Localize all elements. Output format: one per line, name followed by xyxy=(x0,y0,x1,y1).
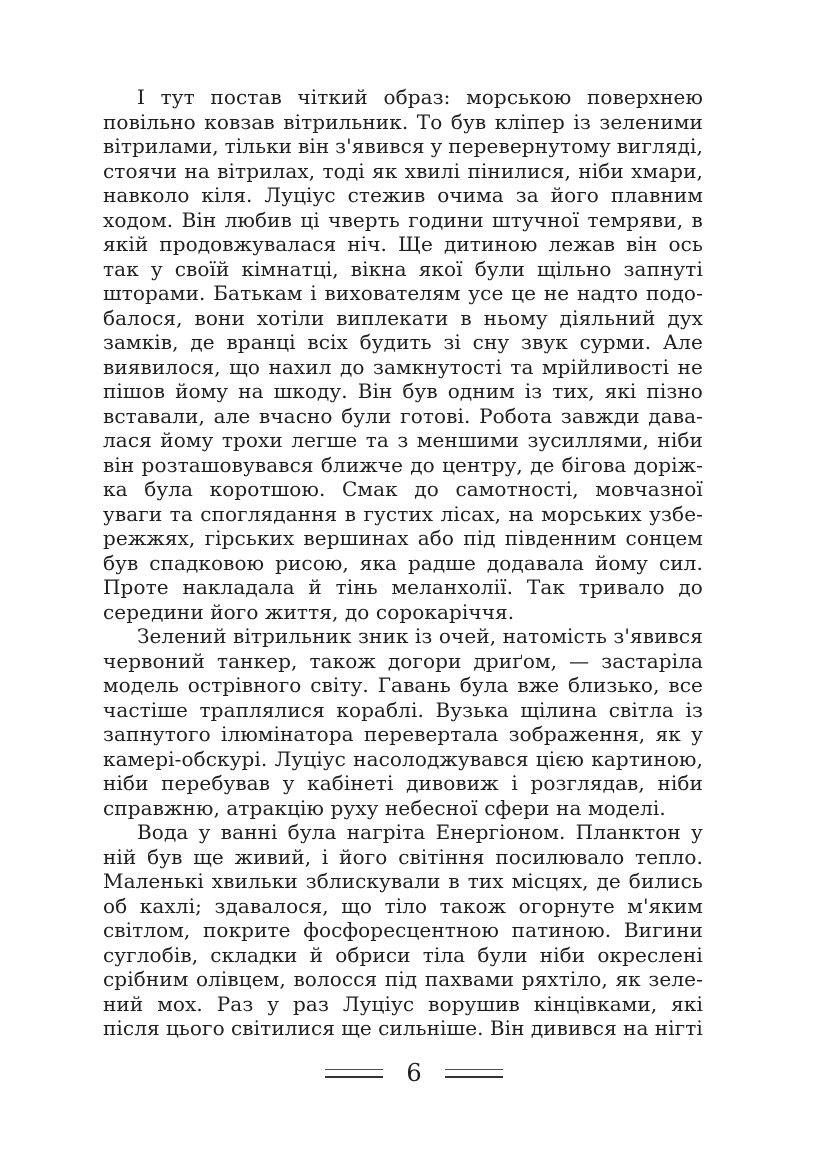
text-line: середини його життя, до сорокаріччя. xyxy=(103,599,515,624)
page-number: 6 xyxy=(406,1059,422,1087)
text-line: Зелений вітрильник зник із очей, натомість з'явився xyxy=(137,624,703,648)
paragraph xyxy=(103,624,703,820)
text-column xyxy=(103,85,703,1041)
text-line: уваги та споглядання в густих лісах, на морських узбе- xyxy=(103,501,703,526)
text-line: якій продовжувалася ніч. Ще дитиною лежав він ось xyxy=(103,232,703,256)
text-line: справжню, атракцію руху небесної сфери на моделі. xyxy=(103,795,666,820)
paragraph xyxy=(103,820,703,1041)
paragraph xyxy=(103,85,703,624)
text-line: ний мох. Раз у раз Луціус ворушив кінцівками, які xyxy=(103,991,703,1016)
text-line: лася йому трохи легше та з меншими зусиллями, ніби xyxy=(103,428,703,452)
text-line: ній був ще живий, і його світіння посилювало тепло. xyxy=(103,844,703,869)
text-line: об кахлі; здавалося, що тіло також огорнуте м'яким xyxy=(103,893,703,918)
text-line: Вода у ванні була нагріта Енергіоном. Планктон у xyxy=(137,820,703,844)
text-line: Маленькі хвильки зблискували в тих місцях, де бились xyxy=(103,869,703,893)
text-line: камері-обскурі. Луціус насолоджувався цією картиною, xyxy=(103,746,703,771)
text-line: пішов йому на шкоду. Він був одним із тих, які пізно xyxy=(103,379,703,403)
text-line: частіше траплялися кораблі. Вузька щілина світла із xyxy=(103,697,703,722)
footer-rule-left xyxy=(325,1069,383,1078)
text-line: світлом, покрите фосфоресцентною патиною. Вигини xyxy=(103,918,703,942)
text-line: повільно ковзав вітрильник. То був кліпер із зеленими xyxy=(103,109,703,134)
text-line: ходом. Він любив ці чверть години штучної темряви, в xyxy=(103,207,703,232)
text-line: шторами. Батькам і вихователям усе це не надто подо- xyxy=(103,281,703,305)
text-line: запнутого ілюмінатора перевертала зображення, як у xyxy=(103,722,703,746)
text-line: модель острівного світу. Гавань була вже близько, все xyxy=(103,673,703,697)
text-line: вставали, але вчасно були готові. Робота завжди дава- xyxy=(103,403,703,428)
text-line: так у своїй кімнатці, вікна якої були щільно запнуті xyxy=(103,256,703,281)
text-line: Проте накладала й тінь меланхолії. Так тривало до xyxy=(103,575,703,599)
text-line: ка була коротшою. Смак до самотності, мовчазної xyxy=(103,477,703,501)
text-line: ніби перебував у кабінеті дивовиж і розглядав, ніби xyxy=(103,771,703,795)
text-line: балося, вони хотіли виплекати в ньому діяльний дух xyxy=(103,305,703,330)
text-line: режжях, гірських вершинах або під південним сонцем xyxy=(103,526,703,550)
text-line: червоний танкер, також догори дриґом, — застаріла xyxy=(103,648,703,673)
text-line: суглобів, складки й обриси тіла були ніби окреслені xyxy=(103,942,703,967)
text-line: стоячи на вітрилах, тоді як хвилі пінилися, ніби хмари, xyxy=(103,158,703,183)
text-line: І тут постав чіткий образ: морською поверхнею xyxy=(137,85,703,109)
text-line: він розташовувався ближче до центру, де бігова доріж- xyxy=(103,452,703,477)
text-line: виявилося, що нахил до замкнутості та мрійливості не xyxy=(103,354,703,379)
text-line: після цього світилися ще сильніше. Він дивився на нігті xyxy=(103,1016,703,1040)
text-line: був спадковою рисою, яка радше додавала йому сил. xyxy=(103,550,703,575)
text-line: срібним олівцем, волосся під пахвами ряхтіло, як зеле- xyxy=(103,967,703,991)
text-line: вітрилами, тільки він з'явився у перевернутому вигляді, xyxy=(103,134,703,158)
footer-rule-right xyxy=(445,1069,503,1078)
text-line: навколо кіля. Луціус стежив очима за його плавним xyxy=(103,183,703,207)
text-line: замків, де вранці всіх будить зі сну звук сурми. Але xyxy=(103,330,703,354)
page-footer xyxy=(0,1060,828,1086)
